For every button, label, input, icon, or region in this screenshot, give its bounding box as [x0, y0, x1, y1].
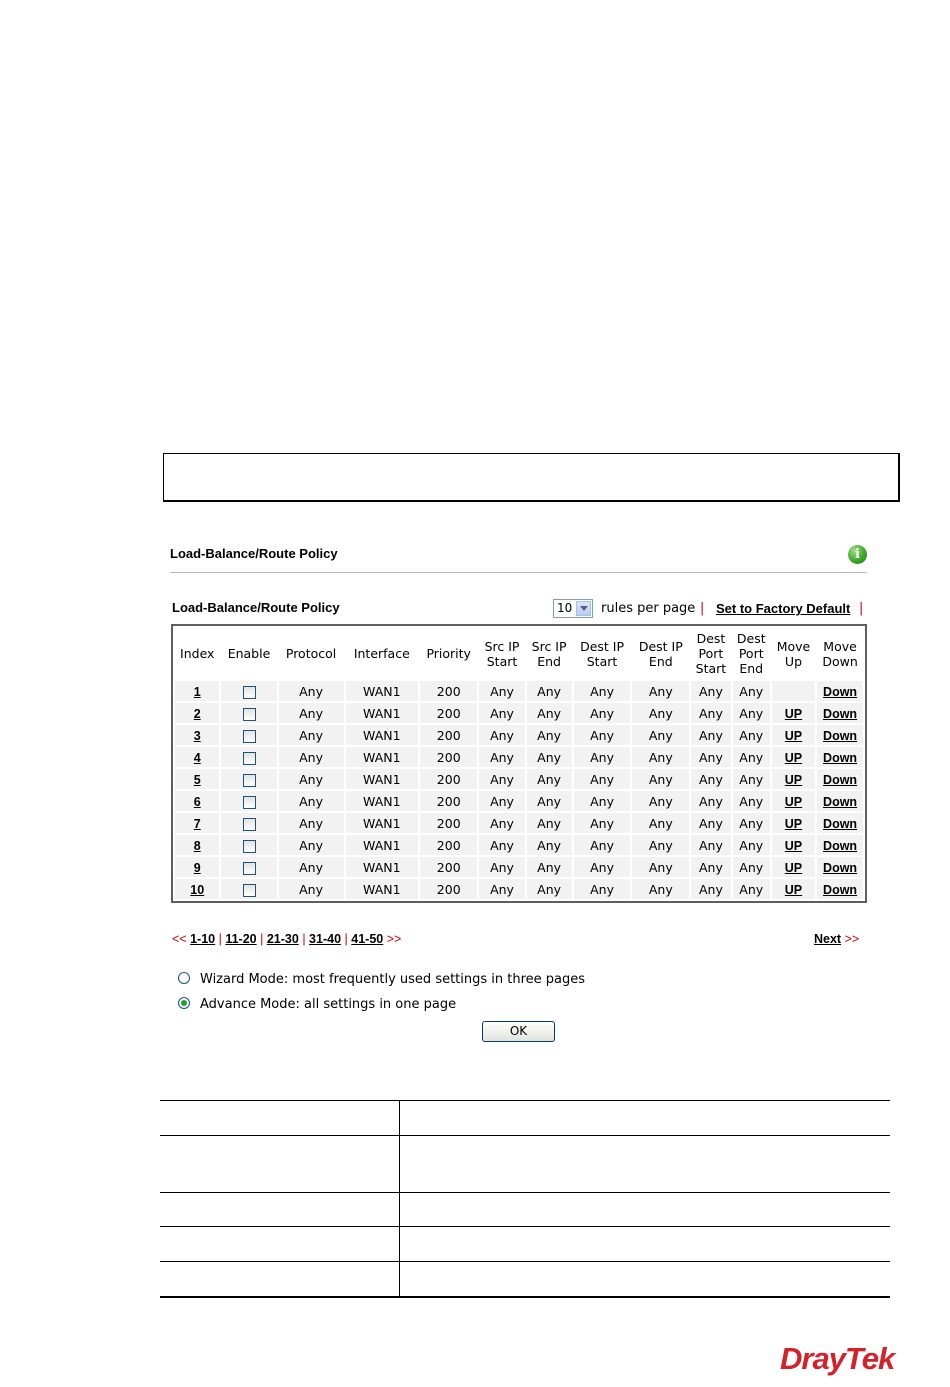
move-up-link[interactable]: UP [784, 816, 803, 831]
rule-index-link[interactable]: 1 [193, 684, 201, 699]
move-up-cell [772, 747, 815, 767]
src-ip-end-cell: Any [527, 769, 572, 789]
protocol-cell: Any [279, 791, 344, 811]
move-down-link[interactable]: Down [823, 728, 858, 743]
table-row [175, 835, 863, 855]
protocol-cell: Any [279, 879, 344, 899]
interface-cell: WAN1 [346, 725, 418, 745]
src-ip-start-cell: Any [479, 879, 524, 899]
src-ip-end-cell: Any [527, 813, 572, 833]
page-link[interactable]: 21-30 [266, 932, 299, 946]
dest-ip-start-cell: Any [574, 747, 631, 767]
index-cell [175, 857, 219, 877]
enable-cell [221, 747, 276, 767]
move-down-cell [817, 703, 863, 723]
index-cell [175, 681, 219, 701]
table-row [175, 681, 863, 701]
chevron-down-icon[interactable] [576, 601, 591, 616]
move-down-link[interactable]: Down [823, 838, 858, 853]
next-arrows[interactable]: >> [844, 932, 860, 946]
move-down-link[interactable]: Down [823, 882, 858, 897]
index-cell [175, 835, 219, 855]
interface-cell: WAN1 [346, 813, 418, 833]
priority-cell: 200 [420, 725, 478, 745]
dest-ip-end-cell: Any [632, 703, 689, 723]
page-link[interactable]: 41-50 [351, 932, 384, 946]
enable-cell [221, 703, 276, 723]
enable-cell [221, 813, 276, 833]
src-ip-start-cell: Any [479, 813, 524, 833]
protocol-cell: Any [279, 703, 344, 723]
src-ip-start-cell: Any [479, 857, 524, 877]
dest-ip-end-cell: Any [632, 769, 689, 789]
column-header: Interface [353, 646, 410, 661]
move-up-cell [772, 769, 815, 789]
enable-cell [221, 769, 276, 789]
dest-ip-end-cell: Any [632, 791, 689, 811]
enable-checkbox[interactable] [243, 730, 256, 743]
move-up-link[interactable]: UP [784, 772, 803, 787]
dest-ip-start-cell: Any [574, 813, 631, 833]
move-down-cell [817, 791, 863, 811]
advance-mode-radio[interactable] [178, 997, 190, 1009]
priority-cell: 200 [420, 703, 478, 723]
enable-checkbox[interactable] [243, 884, 256, 897]
move-down-cell [817, 725, 863, 745]
rules-per-page-label: rules per page [601, 601, 696, 616]
page-link[interactable]: 31-40 [309, 932, 342, 946]
interface-cell: WAN1 [346, 747, 418, 767]
dest-port-start-cell: Any [691, 681, 730, 701]
pager-separator: | [218, 932, 222, 946]
dest-port-end-cell: Any [733, 791, 770, 811]
rules-per-page-select[interactable] [553, 599, 593, 618]
move-down-cell [817, 835, 863, 855]
table-row [175, 769, 863, 789]
column-header: Dest Port End [736, 631, 766, 676]
move-up-link[interactable]: UP [784, 882, 803, 897]
pagination [172, 932, 401, 946]
enable-checkbox[interactable] [243, 796, 256, 809]
src-ip-end-cell: Any [527, 835, 572, 855]
src-ip-start-cell: Any [479, 747, 524, 767]
dest-port-start-cell: Any [691, 703, 730, 723]
page-link[interactable]: 11-20 [225, 932, 257, 946]
set-factory-default-link[interactable]: Set to Factory Default [716, 601, 851, 616]
table-row [160, 1101, 890, 1136]
column-header: Dest IP Start [580, 638, 624, 669]
index-cell [175, 725, 219, 745]
column-header: Enable [227, 646, 271, 661]
move-down-link[interactable]: Down [823, 772, 858, 787]
src-ip-end-cell: Any [527, 703, 572, 723]
dest-port-start-cell: Any [691, 791, 730, 811]
protocol-cell: Any [279, 857, 344, 877]
enable-checkbox[interactable] [243, 686, 256, 699]
table-row [175, 703, 863, 723]
move-up-cell [772, 791, 815, 811]
rule-index-link[interactable]: 3 [193, 728, 201, 743]
enable-cell [221, 835, 276, 855]
src-ip-end-cell: Any [527, 725, 572, 745]
policy-table [171, 624, 867, 903]
index-cell [175, 813, 219, 833]
rule-index-link[interactable]: 10 [190, 882, 205, 897]
dest-port-start-cell: Any [691, 769, 730, 789]
move-up-cell [772, 835, 815, 855]
dest-port-start-cell: Any [691, 835, 730, 855]
rule-index-link[interactable]: 4 [193, 750, 201, 765]
table-row [175, 879, 863, 899]
dest-port-start-cell: Any [691, 879, 730, 899]
move-down-cell [817, 747, 863, 767]
rules-per-page-value: 10 [557, 601, 573, 615]
interface-cell: WAN1 [346, 791, 418, 811]
index-cell [175, 879, 219, 899]
move-down-cell [817, 769, 863, 789]
src-ip-start-cell: Any [479, 835, 524, 855]
dest-ip-start-cell: Any [574, 791, 631, 811]
protocol-cell: Any [279, 747, 344, 767]
dest-port-end-cell: Any [733, 879, 770, 899]
move-down-cell [817, 681, 863, 701]
dest-ip-end-cell: Any [632, 835, 689, 855]
table-row [160, 1136, 890, 1193]
index-cell [175, 747, 219, 767]
index-cell [175, 703, 219, 723]
column-header: Dest Port Start [695, 631, 727, 676]
enable-cell [221, 681, 276, 701]
protocol-cell: Any [279, 835, 344, 855]
protocol-cell: Any [279, 813, 344, 833]
dest-ip-start-cell: Any [574, 857, 631, 877]
dest-port-end-cell: Any [733, 857, 770, 877]
protocol-cell: Any [279, 725, 344, 745]
table-row [175, 791, 863, 811]
dest-port-end-cell: Any [733, 835, 770, 855]
table-row [175, 857, 863, 877]
move-down-link[interactable]: Down [823, 750, 858, 765]
src-ip-start-cell: Any [479, 791, 524, 811]
priority-cell: 200 [420, 791, 478, 811]
interface-cell: WAN1 [346, 703, 418, 723]
src-ip-end-cell: Any [527, 681, 572, 701]
dest-ip-end-cell: Any [632, 681, 689, 701]
move-down-link[interactable]: Down [823, 706, 858, 721]
separator: | [700, 601, 705, 616]
move-up-cell [772, 857, 815, 877]
enable-checkbox[interactable] [243, 708, 256, 721]
interface-cell: WAN1 [346, 879, 418, 899]
column-header: Src IP Start [484, 638, 520, 669]
advance-mode-label[interactable]: Advance Mode: all settings in one page [200, 997, 457, 1012]
protocol-cell: Any [279, 769, 344, 789]
priority-cell: 200 [420, 769, 478, 789]
enable-checkbox[interactable] [243, 752, 256, 765]
move-up-link[interactable]: UP [784, 728, 803, 743]
column-header: Move Down [822, 638, 858, 669]
pager-separator: | [344, 932, 348, 946]
dest-port-end-cell: Any [733, 681, 770, 701]
table-row [175, 725, 863, 745]
rule-index-link[interactable]: 7 [193, 816, 201, 831]
src-ip-start-cell: Any [479, 769, 524, 789]
src-ip-end-cell: Any [527, 747, 572, 767]
info-icon[interactable]: i [848, 545, 867, 564]
move-up-cell [772, 813, 815, 833]
protocol-cell: Any [279, 681, 344, 701]
dest-ip-start-cell: Any [574, 703, 631, 723]
table-header-row [175, 628, 863, 679]
wizard-mode-label[interactable]: Wizard Mode: most frequently used settings in three pages [200, 972, 586, 987]
panel-title: Load-Balance/Route Policy [170, 546, 338, 561]
move-up-link[interactable]: UP [784, 750, 803, 765]
table-row [175, 813, 863, 833]
table-row [160, 1227, 890, 1262]
enable-cell [221, 725, 276, 745]
move-up-cell [772, 703, 815, 723]
section-title: Load-Balance/Route Policy [172, 600, 340, 615]
next-link[interactable]: Next [814, 932, 842, 946]
column-header: Move Up [776, 638, 811, 669]
enable-cell [221, 857, 276, 877]
dest-ip-end-cell: Any [632, 813, 689, 833]
src-ip-end-cell: Any [527, 879, 572, 899]
pager-separator: | [302, 932, 306, 946]
dest-port-start-cell: Any [691, 725, 730, 745]
interface-cell: WAN1 [346, 857, 418, 877]
move-up-link[interactable]: UP [784, 794, 803, 809]
divider [170, 572, 867, 573]
move-down-link[interactable]: Down [823, 816, 858, 831]
column-header: Index [180, 646, 215, 661]
move-down-link[interactable]: Down [823, 684, 858, 699]
ok-button[interactable]: OK [482, 1021, 555, 1042]
dest-ip-start-cell: Any [574, 879, 631, 899]
dest-port-end-cell: Any [733, 813, 770, 833]
move-down-cell [817, 813, 863, 833]
separator: | [859, 601, 864, 616]
enable-cell [221, 791, 276, 811]
move-up-cell [772, 879, 815, 899]
dest-ip-start-cell: Any [574, 725, 631, 745]
priority-cell: 200 [420, 813, 478, 833]
dest-port-start-cell: Any [691, 813, 730, 833]
enable-cell [221, 879, 276, 899]
interface-cell: WAN1 [346, 835, 418, 855]
priority-cell: 200 [420, 747, 478, 767]
dest-ip-end-cell: Any [632, 725, 689, 745]
table-row [160, 1262, 890, 1297]
enable-checkbox[interactable] [243, 774, 256, 787]
src-ip-end-cell: Any [527, 857, 572, 877]
rule-index-link[interactable]: 2 [193, 706, 201, 721]
rule-index-link[interactable]: 9 [193, 860, 201, 875]
move-up-link[interactable]: UP [784, 838, 803, 853]
draytek-logo: DrayTek [780, 1341, 895, 1376]
column-header: Protocol [285, 646, 337, 661]
rule-index-link[interactable]: 6 [193, 794, 201, 809]
column-header: Priority [426, 646, 471, 661]
interface-cell: WAN1 [346, 769, 418, 789]
rule-index-link[interactable]: 5 [193, 772, 201, 787]
pager-separator: | [260, 932, 264, 946]
src-ip-start-cell: Any [479, 725, 524, 745]
move-down-link[interactable]: Down [823, 794, 858, 809]
move-down-link[interactable]: Down [823, 860, 858, 875]
move-up-link[interactable]: UP [784, 706, 803, 721]
priority-cell: 200 [420, 835, 478, 855]
move-down-cell [817, 857, 863, 877]
priority-cell: 200 [420, 857, 478, 877]
dest-port-end-cell: Any [733, 703, 770, 723]
move-up-cell [772, 681, 815, 701]
wizard-mode-radio[interactable] [178, 972, 190, 984]
dest-ip-end-cell: Any [632, 879, 689, 899]
move-up-cell [772, 725, 815, 745]
priority-cell: 200 [420, 879, 478, 899]
next-page [814, 932, 859, 946]
enable-checkbox[interactable] [243, 818, 256, 831]
interface-cell: WAN1 [346, 681, 418, 701]
dest-port-end-cell: Any [733, 747, 770, 767]
dest-port-start-cell: Any [691, 857, 730, 877]
description-table [160, 1100, 890, 1298]
enable-checkbox[interactable] [243, 862, 256, 875]
move-down-cell [817, 879, 863, 899]
column-header: Src IP End [531, 638, 567, 669]
priority-cell: 200 [420, 681, 478, 701]
dest-ip-start-cell: Any [574, 835, 631, 855]
pager-prev[interactable]: << [172, 932, 187, 946]
dest-port-end-cell: Any [733, 725, 770, 745]
index-cell [175, 769, 219, 789]
column-header: Dest IP End [638, 638, 683, 669]
move-up-link[interactable]: UP [784, 860, 803, 875]
dest-ip-end-cell: Any [632, 857, 689, 877]
enable-checkbox[interactable] [243, 840, 256, 853]
src-ip-start-cell: Any [479, 703, 524, 723]
dest-port-start-cell: Any [691, 747, 730, 767]
table-row [175, 747, 863, 767]
pager-more[interactable]: >> [386, 932, 402, 946]
rule-index-link[interactable]: 8 [193, 838, 201, 853]
dest-port-end-cell: Any [733, 769, 770, 789]
dest-ip-start-cell: Any [574, 769, 631, 789]
src-ip-start-cell: Any [479, 681, 524, 701]
note-box [163, 453, 900, 502]
dest-ip-end-cell: Any [632, 747, 689, 767]
index-cell [175, 791, 219, 811]
dest-ip-start-cell: Any [574, 681, 631, 701]
table-row [160, 1193, 890, 1227]
src-ip-end-cell: Any [527, 791, 572, 811]
page-link[interactable]: 1-10 [190, 932, 216, 946]
